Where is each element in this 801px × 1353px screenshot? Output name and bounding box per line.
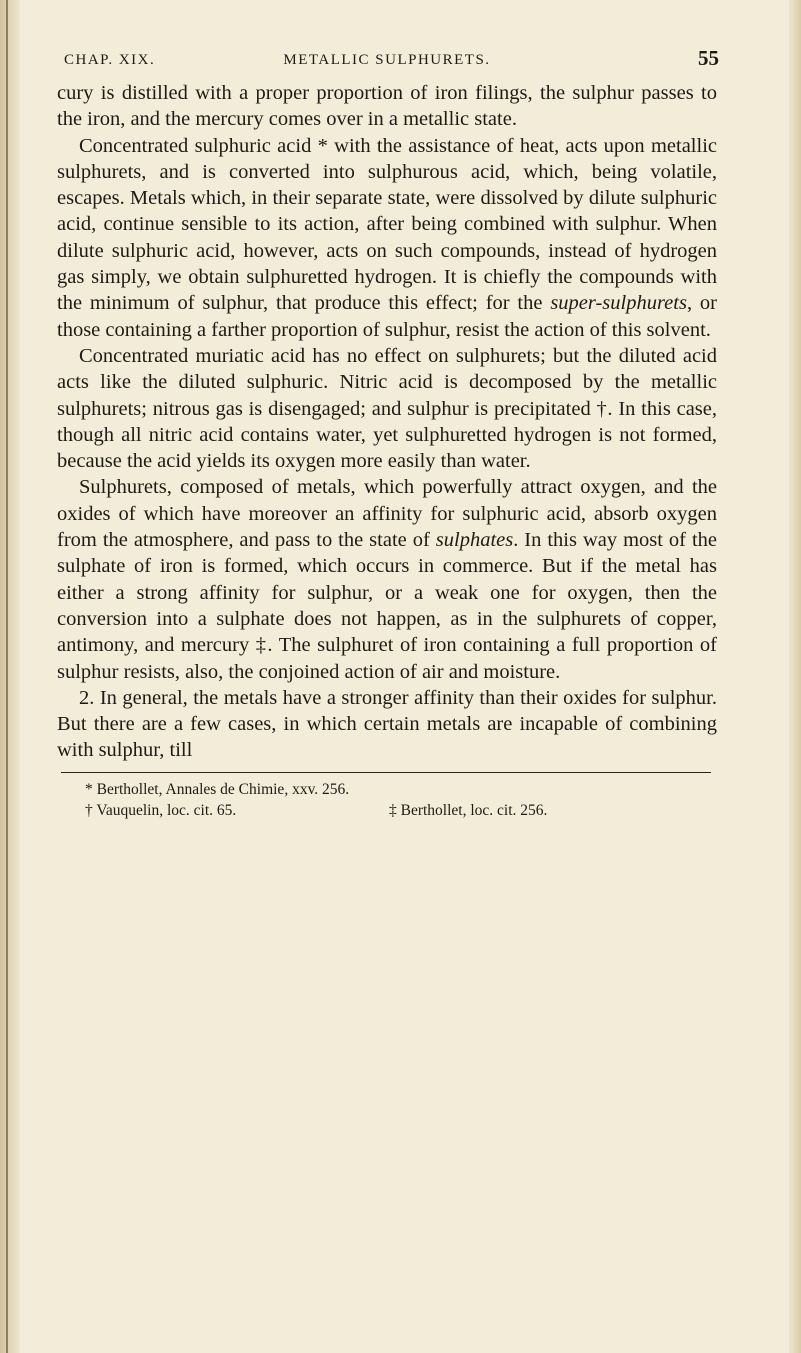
footnote-row-2	[85, 800, 717, 821]
footnote-rule	[61, 772, 711, 773]
chapter-label: CHAP. XIX.	[64, 52, 156, 68]
binding-gutter	[0, 0, 20, 1353]
paragraph-3: Concentrated muriatic acid has no effect on sulphurets; but the diluted acid acts like the diluted sulphuric. Nitric acid is decomposed by the metallic sulphurets; nitrous gas is disengaged; and sulphur is precipitated †. In this case, though all nitric acid contains water, yet sulphuretted hydrogen is not formed, because the acid yields its oxygen more easily than water.	[57, 344, 717, 473]
running-title: METALLIC SULPHURETS.	[283, 52, 491, 68]
italic-term: sulphates	[435, 529, 514, 552]
footnote-2: † Vauquelin, loc. cit. 65.	[85, 801, 237, 819]
page-right-edge	[789, 0, 801, 1353]
body-text	[57, 80, 717, 764]
footnote-3: ‡ Berthollet, loc. cit. 256.	[389, 801, 548, 819]
paragraph-1: cury is distilled with a proper proportion of iron filings, the sulphur passes to the iron, and the mercury comes over in a metallic state.	[57, 82, 717, 131]
binding-edge-line	[6, 0, 8, 1353]
page-number: 55	[698, 46, 719, 70]
paragraph-5: 2. In general, the metals have a stronger affinity than their oxides for sulphur. But there are a few cases, in which certain metals are incapable of combining with sulphur, till	[57, 686, 717, 762]
book-page	[57, 46, 717, 821]
italic-term: super-sulphurets	[550, 292, 687, 315]
running-header	[57, 46, 717, 80]
paragraph-2: Concentrated sulphuric acid * with the assistance of heat, acts upon metallic sulphurets, and is converted into sulphurous acid, which, being volatile, escapes. Metals which, in their separate state, were dissolved by dilute sulphuric acid, continue sensible to its action, after being combined with sulphur. When dilute sulphuric acid, however, acts on such compounds, instead of hydrogen gas simply, we obtain sulphuretted hydrogen. It is chiefly the compounds with the minimum of sulphur, that produce this effect; for the super-sulphurets, or those containing a farther proportion of sulphur, resist the action of this solvent.	[57, 134, 717, 341]
paragraph-4: Sulphurets, composed of metals, which powerfully attract oxygen, and the oxides of which have moreover an affinity for sulphuric acid, absorb oxygen from the atmosphere, and pass to the state of sulphates. In this way most of the sulphate of iron is formed, which occurs in commerce. But if the metal has either a strong affinity for sulphur, or a weak one for oxygen, then the conversion into a sulphate does not happen, as in the sulphurets of copper, antimony, and mercury ‡. The sulphuret of iron containing a full proportion of sulphur resists, also, the conjoined action of air and moisture.	[57, 476, 717, 683]
footnotes	[57, 779, 717, 821]
footnote-row-1	[85, 779, 717, 800]
footnote-1: * Berthollet, Annales de Chimie, xxv. 256.	[85, 780, 350, 798]
